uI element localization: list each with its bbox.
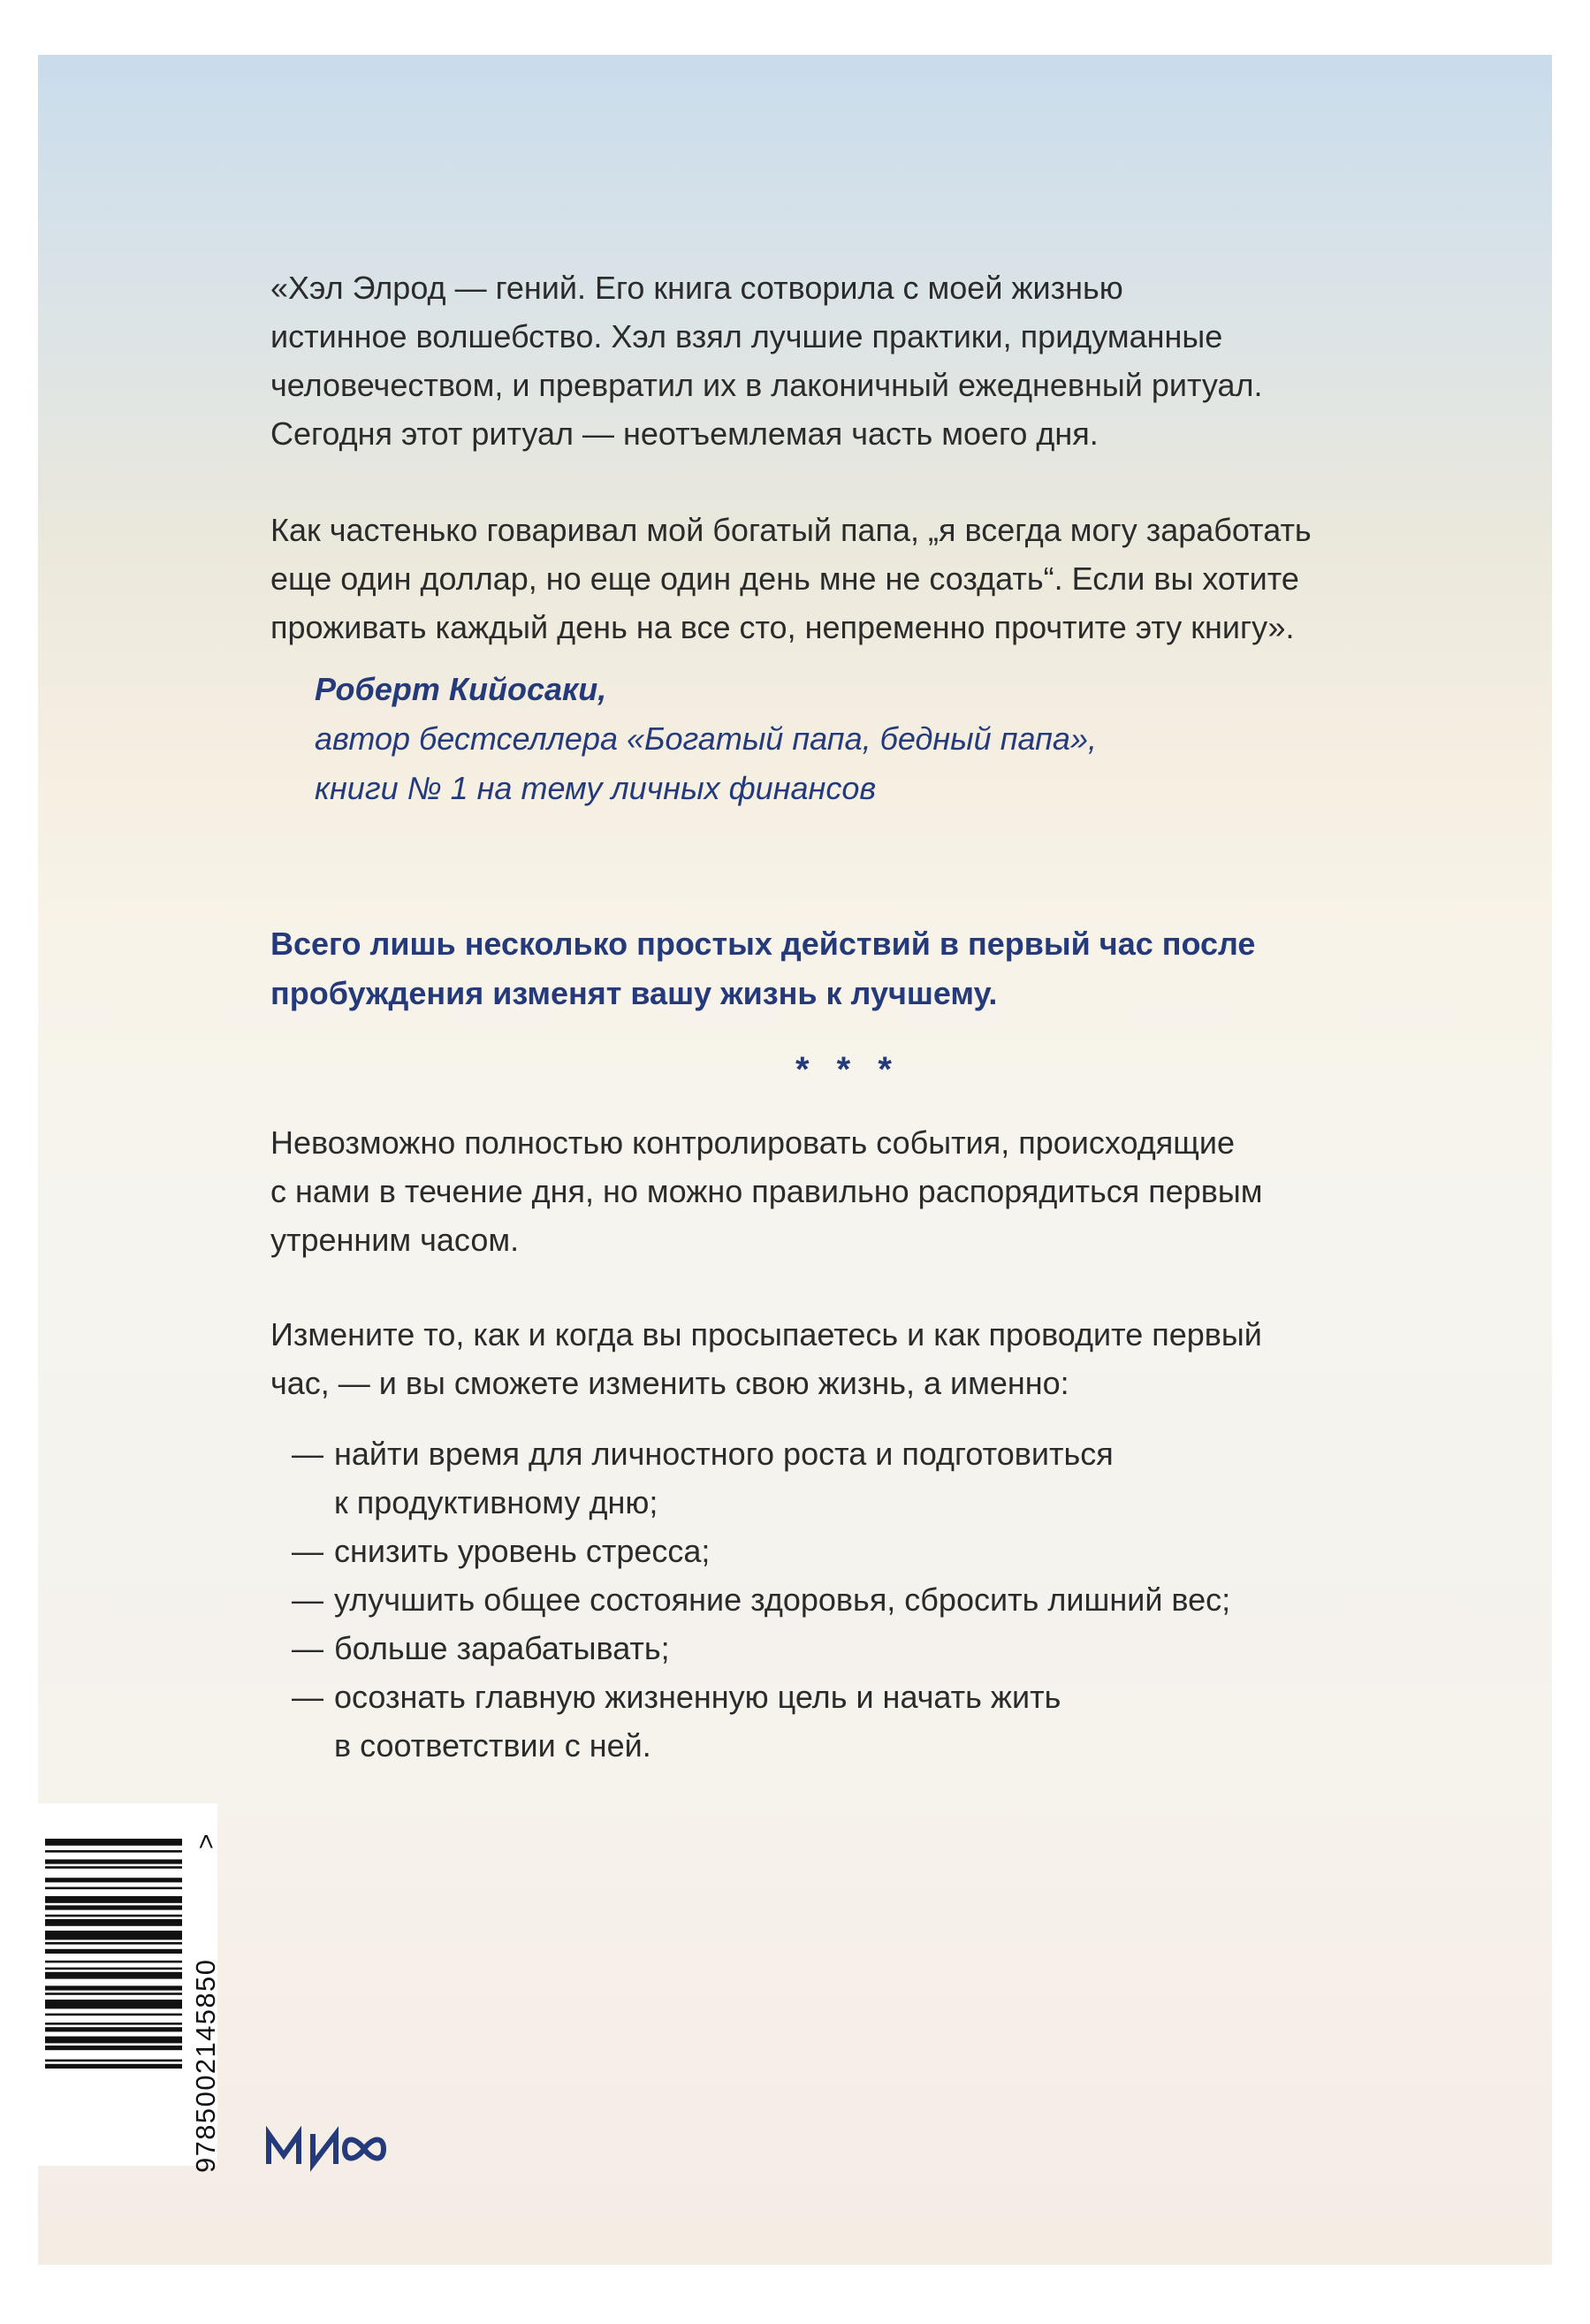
text-line: проживать каждый день на все сто, непременно прочтите эту книгу». (270, 609, 1295, 645)
barcode-bar (45, 1896, 182, 1903)
logo-letter-i (313, 2134, 336, 2164)
barcode-bar (45, 1919, 182, 1926)
author-credential: книги № 1 на тему личных финансов (315, 770, 877, 806)
barcode-bar (45, 2046, 182, 2050)
publisher-logo (265, 2129, 407, 2174)
lead-statement (270, 919, 1255, 1018)
text-line: «Хэл Элрод — гений. Его книга сотворила с моей жизнью (270, 270, 1123, 306)
list-item (292, 1575, 1230, 1624)
barcode-bar (45, 1915, 182, 1917)
barcode-bar (45, 1866, 182, 1869)
quote-paragraph-1 (270, 263, 1419, 458)
text-line: еще один доллар, но еще один день мне не создать“. Если вы хотите (270, 560, 1299, 597)
barcode-bar (45, 2060, 182, 2062)
isbn-barcode (38, 1803, 221, 2173)
barcode-bar (45, 1839, 182, 1846)
barcode-bar (45, 2023, 182, 2025)
mif-logo-graphic (265, 2129, 407, 2169)
dash-bullet: — (292, 1533, 323, 1569)
barcode-arrow: > (192, 1833, 221, 1849)
barcode-bar (45, 1961, 182, 1963)
text-line: истинное волшебство. Хэл взял лучшие практики, придуманные (270, 318, 1223, 354)
logo-letter-m (269, 2134, 299, 2164)
text-line: с нами в течение дня, но можно правильно распорядиться первым (270, 1173, 1263, 1209)
list-item-text: осознать главную жизненную цель и начать жить (334, 1679, 1061, 1715)
barcode-bar (45, 1972, 182, 1979)
quote-attribution (315, 665, 1097, 813)
list-item (292, 1673, 1230, 1770)
lead-line: Всего лишь несколько простых действий в первый час после (270, 926, 1256, 962)
barcode-digits: 9785002145850 (190, 1958, 221, 2173)
text-line: человечеством, и превратил их в лаконичный ежедневный ритуал. (270, 367, 1263, 403)
barcode-bar (45, 1942, 182, 1945)
list-item-text: в соответствии с ней. (334, 1727, 651, 1764)
barcode-bar (45, 1850, 182, 1853)
text-line: Сегодня этот ритуал — неотъемлемая часть моего дня. (270, 415, 1099, 452)
barcode-bar (45, 1949, 182, 1954)
barcode-bar (45, 1931, 182, 1939)
list-item (292, 1624, 1230, 1673)
barcode-bar (45, 1985, 182, 1990)
list-item-text: снизить уровень стресса; (334, 1533, 711, 1569)
body-paragraph-1 (270, 1118, 1419, 1264)
list-item-text: больше зарабатывать; (334, 1630, 670, 1666)
barcode-bars (45, 1839, 182, 2069)
barcode-bar (45, 1968, 182, 1970)
quote-paragraph-2 (270, 506, 1419, 651)
list-item-text: найти время для личностного роста и подготовиться (334, 1436, 1114, 1472)
text-line: Как частенько говаривал мой богатый папа, „я всегда могу заработать (270, 512, 1312, 548)
barcode-bar (45, 2037, 182, 2044)
barcode-bar (45, 1878, 182, 1882)
text-line: утренним часом. (270, 1222, 520, 1258)
section-separator: * * * (795, 1050, 901, 1089)
benefits-list (292, 1429, 1230, 1770)
dash-bullet: — (292, 1581, 323, 1618)
body-paragraph-2 (270, 1310, 1419, 1407)
logo-infinity (345, 2139, 384, 2158)
text-line: Измените то, как и когда вы просыпаетесь и как проводите первый (270, 1316, 1262, 1352)
barcode-bar (45, 2014, 182, 2016)
barcode-bar (45, 2027, 182, 2031)
list-item-text: к продуктивному дню; (334, 1484, 658, 1520)
barcode-bar (45, 1993, 182, 1995)
barcode-bar (45, 2000, 182, 2008)
list-item (292, 1527, 1230, 1575)
author-name: Роберт Кийосаки, (315, 671, 607, 707)
dash-bullet: — (292, 1630, 323, 1666)
barcode-graphic (38, 1803, 221, 2173)
barcode-bar (45, 1859, 182, 1863)
dash-bullet: — (292, 1679, 323, 1715)
barcode-bar (45, 2064, 182, 2069)
text-line: Невозможно полностью контролировать события, происходящие (270, 1124, 1235, 1161)
author-credential: автор бестселлера «Богатый папа, бедный папа», (315, 720, 1097, 757)
list-item (292, 1429, 1230, 1527)
barcode-bar (45, 1887, 182, 1890)
lead-line: пробуждения изменят вашу жизнь к лучшему. (270, 975, 998, 1011)
barcode-bar (45, 1905, 182, 1909)
text-line: час, — и вы сможете изменить свою жизнь, а именно: (270, 1365, 1069, 1401)
list-item-text: улучшить общее состояние здоровья, сбросить лишний вес; (334, 1581, 1231, 1618)
dash-bullet: — (292, 1436, 323, 1472)
